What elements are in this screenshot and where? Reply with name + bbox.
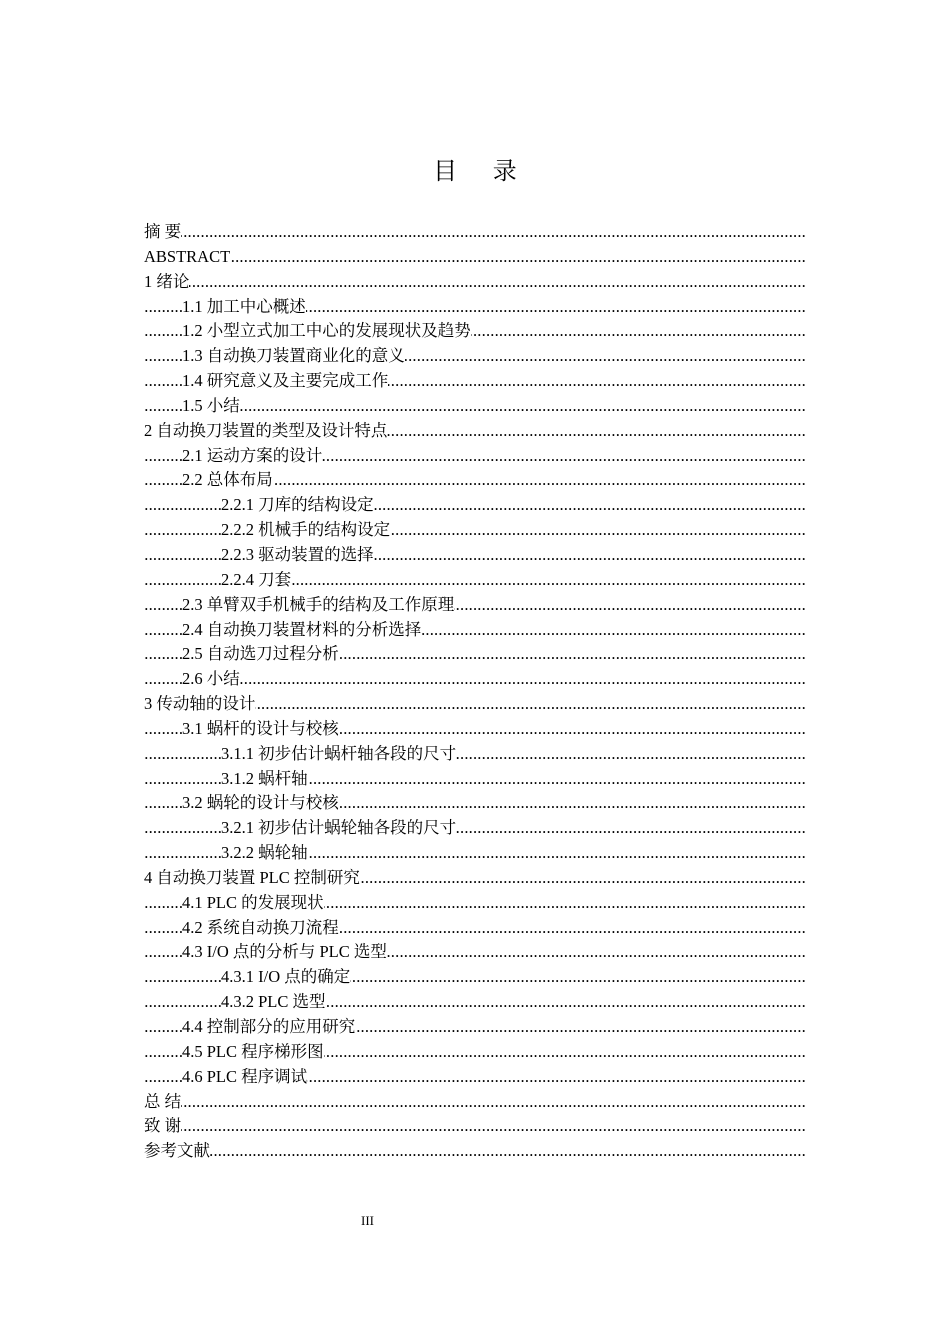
toc-entry-text: 2.2.2 机械手的结构设定 (221, 520, 391, 540)
toc-entry[interactable] (144, 270, 806, 295)
toc-entry[interactable] (144, 295, 806, 320)
toc-entry[interactable] (144, 344, 806, 369)
toc-entry[interactable] (144, 1015, 806, 1040)
toc-entry-text: 3 传动轴的设计 (144, 694, 256, 714)
toc-entry-text: 2.6 小结 (182, 669, 240, 689)
toc-entry-text: 4.4 控制部分的应用研究 (182, 1017, 356, 1036)
toc-entry-text: 1.3 自动换刀装置商业化的意义 (182, 346, 405, 366)
toc-entry-text: 4.5 PLC 程序梯形图 (182, 1041, 324, 1061)
toc-entry[interactable] (144, 816, 806, 841)
toc-entry-text: 2.2 总体布局 (182, 470, 273, 490)
toc-entry[interactable] (144, 394, 806, 419)
toc-entry-text: ABSTRACT (144, 246, 231, 266)
toc-entry-text: 2.5 自动选刀过程分析 (182, 644, 339, 664)
toc-entry[interactable] (144, 767, 806, 792)
toc-entry-text: 2.1 运动方案的设计 (182, 445, 323, 465)
toc-entry[interactable] (144, 419, 806, 444)
toc-entry[interactable] (144, 1040, 806, 1065)
toc-entry-text: 1.2 小型立式加工中心的发展现状及趋势 (182, 321, 471, 341)
toc-entry-text: 总 结 (144, 1091, 182, 1111)
toc-entry[interactable] (144, 841, 806, 866)
toc-entry[interactable] (144, 468, 806, 493)
toc-entry-text: 2.2.1 刀库的结构设定 (221, 495, 374, 515)
toc-entry-text: 2 自动换刀装置的类型及设计特点 (144, 420, 388, 440)
toc-entry-text: 2.4 自动换刀装置材料的分析选择 (182, 619, 422, 639)
toc-entry[interactable] (144, 692, 806, 717)
toc-entry-text: 1.1 加工中心概述 (182, 296, 306, 316)
toc-entry[interactable] (144, 319, 806, 344)
toc-entry[interactable] (144, 543, 806, 568)
toc-entry-text: 4.3.1 I/O 点的确定 (221, 967, 351, 987)
toc-entry-text: 摘 要 (144, 222, 182, 241)
toc-entry[interactable] (144, 220, 806, 245)
toc-entry[interactable] (144, 940, 806, 965)
toc-entry[interactable] (144, 369, 806, 394)
toc-entry-text: 3.2.1 初步估计蜗轮轴各段的尺寸 (221, 818, 457, 838)
toc-entry-text: 2.2.4 刀套 (221, 569, 292, 589)
toc-entry[interactable] (144, 667, 806, 692)
toc-entry-text: 4.6 PLC 程序调试 (182, 1066, 308, 1086)
toc-entry-text: 3.1.2 蜗杆轴 (221, 768, 308, 788)
toc-entry[interactable] (144, 1065, 806, 1090)
toc-entry[interactable] (144, 791, 806, 816)
toc-entry-text: 3.1 蜗杆的设计与校核 (182, 718, 339, 738)
toc-entry-text: 4.3 I/O 点的分析与 PLC 选型 (182, 942, 387, 962)
table-of-contents (144, 220, 806, 1164)
page-title: 目 录 (433, 157, 531, 185)
page-number: III (361, 1213, 374, 1228)
toc-entry[interactable] (144, 618, 806, 643)
toc-entry-text: 3.2 蜗轮的设计与校核 (182, 793, 339, 813)
toc-entry[interactable] (144, 642, 806, 667)
toc-entry[interactable] (144, 965, 806, 990)
toc-entry[interactable] (144, 717, 806, 742)
toc-entry-text: 2.3 单臂双手机械手的结构及工作原理 (182, 594, 455, 614)
toc-entry-text: 1.5 小结 (182, 395, 240, 415)
toc-entry-text: 1 绪论 (144, 271, 190, 291)
toc-entry-text: 1.4 研究意义及主要完成工作 (182, 371, 389, 391)
toc-entry-text: 4.3.2 PLC 选型 (221, 992, 326, 1012)
toc-entry[interactable] (144, 1090, 806, 1115)
toc-entry[interactable] (144, 866, 806, 891)
toc-entry-text: 致 谢 (144, 1116, 182, 1136)
toc-entry-text: 4.2 系统自动换刀流程 (182, 917, 339, 937)
toc-entry-text: 4 自动换刀装置 PLC 控制研究 (144, 867, 360, 887)
toc-entry-text: 3.1.1 初步估计蜗杆轴各段的尺寸 (221, 743, 457, 763)
toc-entry[interactable] (144, 990, 806, 1015)
toc-entry[interactable] (144, 1114, 806, 1139)
toc-entry[interactable] (144, 444, 806, 469)
toc-entry[interactable] (144, 891, 806, 916)
toc-entry[interactable] (144, 742, 806, 767)
toc-entry[interactable] (144, 1139, 806, 1164)
toc-entry[interactable] (144, 518, 806, 543)
toc-entry-text: 4.1 PLC 的发展现状 (182, 892, 324, 912)
toc-entry-text: 参考文献 (144, 1141, 210, 1161)
toc-entry[interactable] (144, 493, 806, 518)
toc-entry[interactable] (144, 593, 806, 618)
toc-entry-text: 2.2.3 驱动装置的选择 (221, 544, 374, 564)
toc-entry-text: 3.2.2 蜗轮轴 (221, 843, 308, 863)
toc-entry[interactable] (144, 245, 806, 270)
toc-entry[interactable] (144, 916, 806, 941)
toc-entry[interactable] (144, 568, 806, 593)
